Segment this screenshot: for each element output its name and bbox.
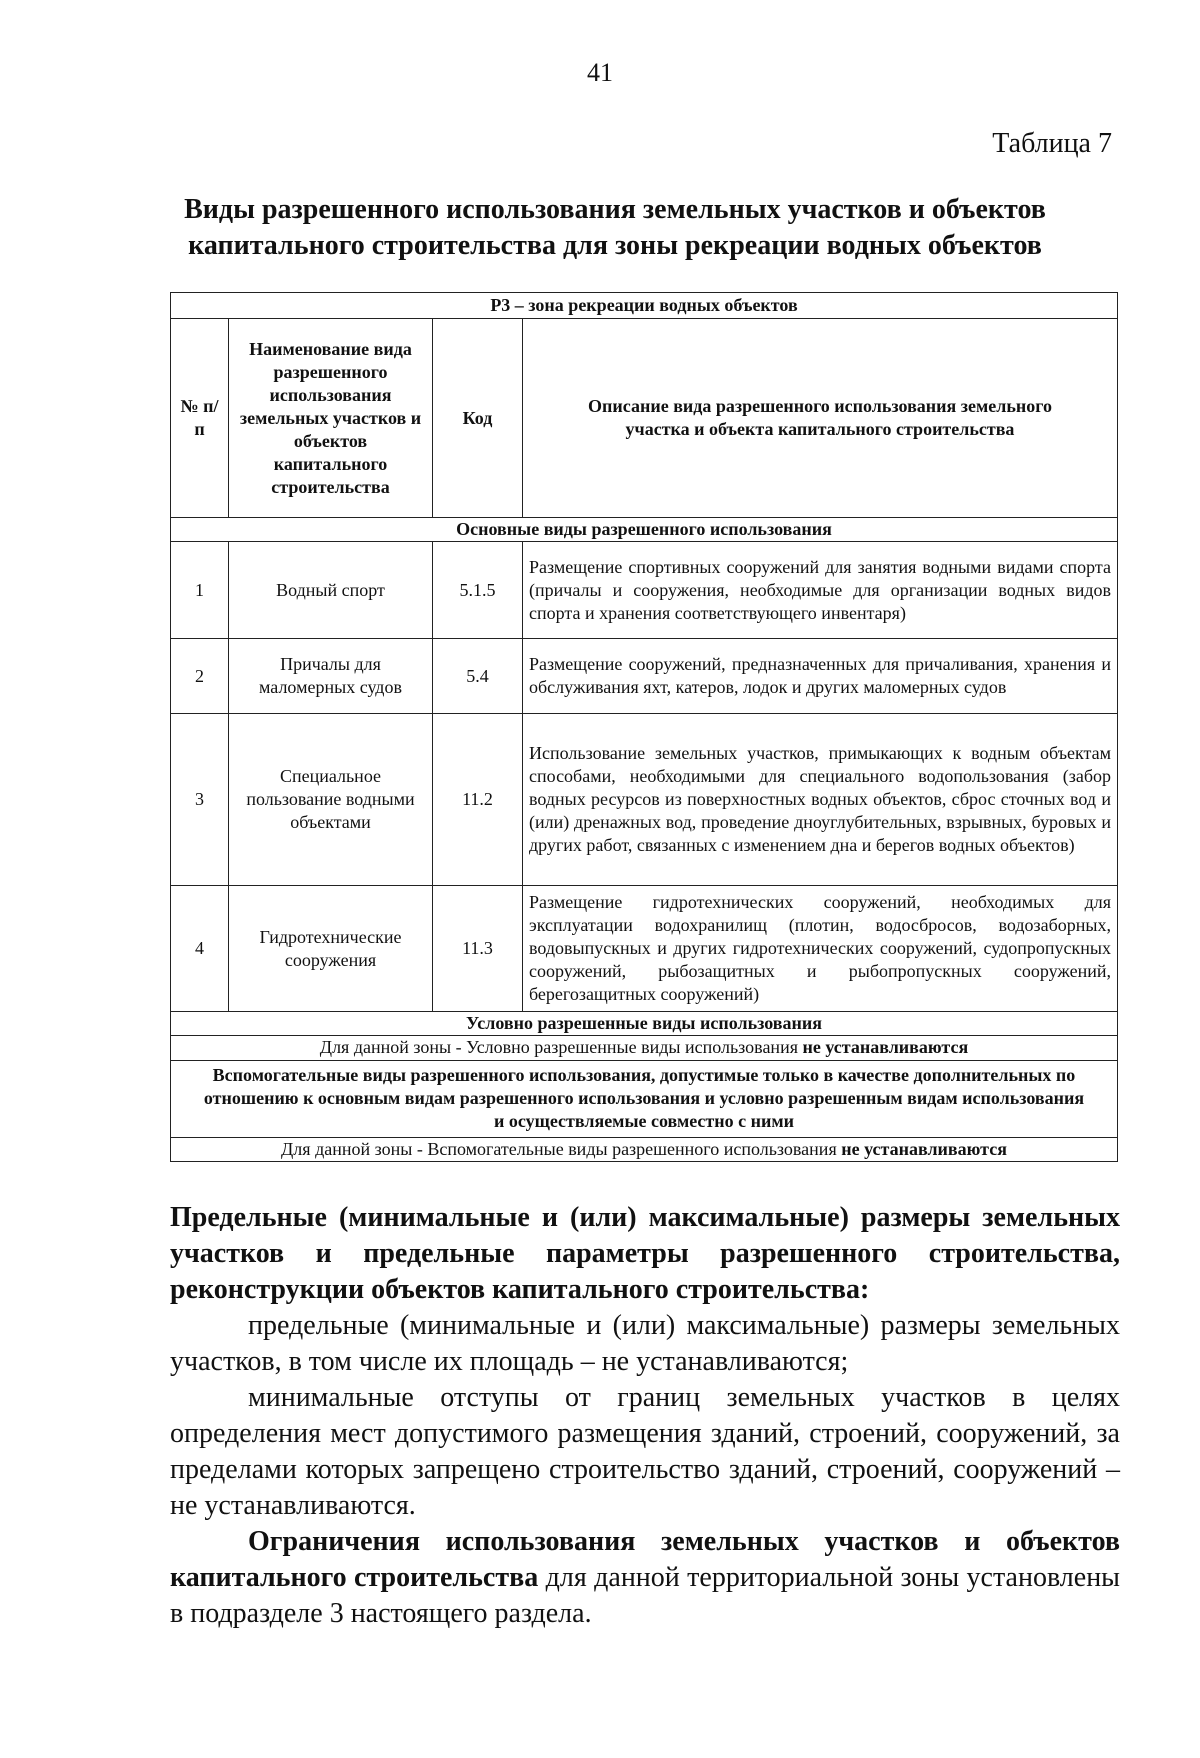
row-description: Размещение спортивных сооружений для занятия водными видами спорта (причалы и сооружения, необходимые для организации водных видов спорта и хранения соответствующего инвентаря) [523,542,1118,639]
conditional-note-prefix: Для данной зоны - Условно разрешенные виды использования [319,1037,803,1058]
row-name: Гидротехнические сооружения [229,886,433,1012]
table-row [171,639,1118,714]
table-caption: Таблица 7 [992,128,1112,159]
auxiliary-uses-note [171,1137,1118,1161]
zone-header: Р3 – зона рекреации водных объектов [171,293,1118,319]
row-name: Причалы для маломерных судов [229,639,433,714]
conditional-uses-section: Условно разрешенные виды использования [171,1012,1118,1036]
table-row [171,714,1118,886]
restrictions-bold: Ограничения использования земельных участков и объектов капитального строительства [170,1526,1120,1593]
table-row [171,886,1118,1012]
row-description: Размещение гидротехнических сооружений, необходимых для эксплуатации водохранилищ (плотин, водосбросов, водозаборных, водовыпускных и других гидротехнических сооружений, судопропускных сооружений, рыбозащитных и рыбопропускных сооружений, берегозащитных сооружений) [523,886,1118,1012]
limits-paragraph-2: минимальные отступы от границ земельных участков в целях определения мест допустимого размещения зданий, строений, сооружений, за пределами которых запрещено строительство зданий, строений, сооружений – не устанавливаются. [170,1382,1120,1521]
document-title: Виды разрешенного использования земельных участков и объектов капитального строительства для зоны рекреации водных объектов [184,194,1046,261]
row-description: Использование земельных участков, примыкающих к водным объектам способами, необходимыми для специального водопользования (забор водных ресурсов из поверхностных водных объектов, сброс сточных вод и (или) дренажных вод, проведение дноуглубительных, взрывных, буровых и других работ, связанных с изменением дна и берегов водных объектов) [523,714,1118,886]
row-code: 11.2 [433,714,523,886]
row-code: 5.1.5 [433,542,523,639]
column-header-name: Наименование вида разрешенного использования земельных участков и объектов капитального строительства [229,319,433,518]
column-header-description: Описание вида разрешенного использования земельного участка и объекта капитального строительства [523,319,1118,518]
column-header-num: № п/п [171,319,229,518]
row-num: 2 [171,639,229,714]
limits-heading: Предельные (минимальные и (или) максимальные) размеры земельных участков и предельные параметры разрешенного строительства, реконструкции объектов капитального строительства: [170,1202,1120,1305]
limits-section [170,1200,1120,1632]
row-name: Специальное пользование водными объектами [229,714,433,886]
column-header-code: Код [433,319,523,518]
row-name: Водный спорт [229,542,433,639]
row-num: 1 [171,542,229,639]
row-num: 3 [171,714,229,886]
row-code: 5.4 [433,639,523,714]
conditional-note-status: не устанавливаются [802,1037,969,1058]
restrictions-paragraph [170,1524,1120,1632]
restrictions-rest: для данной территориальной зоны установлены в подразделе 3 настоящего раздела. [170,1562,1120,1629]
row-num: 4 [171,886,229,1012]
main-uses-section: Основные виды разрешенного использования [171,517,1118,541]
land-use-table [170,292,1118,1162]
auxiliary-uses-section: Вспомогательные виды разрешенного использования, допустимые только в качестве дополнительных по отношению к основным видам разрешенного использования и условно разрешенным видам использования и осуществляемые совместно с ними [171,1060,1118,1137]
page-number: 41 [587,58,613,87]
table-row [171,542,1118,639]
auxiliary-note-prefix: Для данной зоны - Вспомогательные виды разрешенного использования [281,1138,842,1159]
limits-paragraph-1: предельные (минимальные и (или) максимальные) размеры земельных участков, в том числе их площадь – не устанавливаются; [170,1310,1120,1377]
auxiliary-note-status: не устанавливаются [841,1138,1007,1159]
row-description: Размещение сооружений, предназначенных для причаливания, хранения и обслуживания яхт, катеров, лодок и других маломерных судов [523,639,1118,714]
row-code: 11.3 [433,886,523,1012]
conditional-uses-note [171,1036,1118,1060]
